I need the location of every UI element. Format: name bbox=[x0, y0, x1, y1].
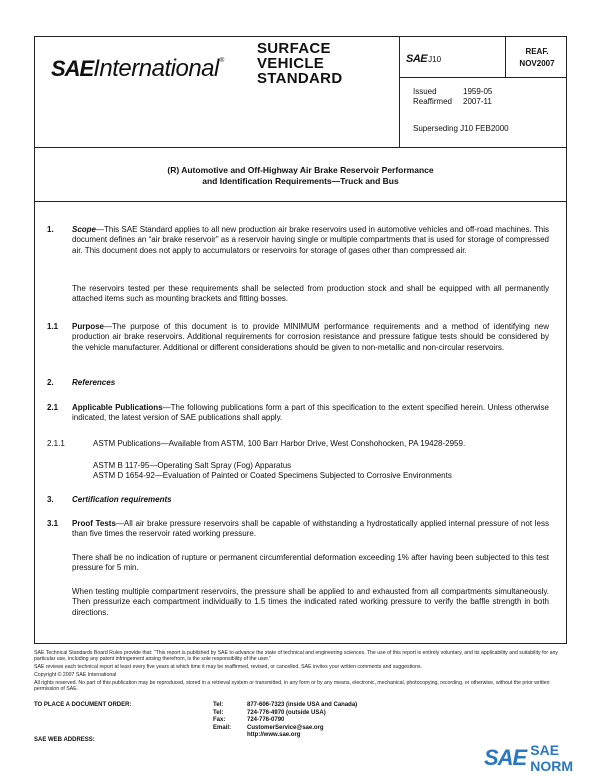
email-label: Email: bbox=[213, 724, 232, 731]
title-divider bbox=[35, 201, 566, 202]
applicable-publications-text: —The following publications form a part of this specification to the extent specified herein. Unless otherwise indicated, the latest version of SAE publications shall apply. bbox=[72, 403, 549, 423]
docnum-divider bbox=[399, 77, 566, 78]
tel-label: Tel: bbox=[213, 702, 224, 708]
rights-note: All rights reserved. No part of this publication may be reproduced, stored in a retrieval system or transmitted, in any form or by any means, electronic, mechanical, photocopying, recording, or otherwise, without the prior written permission of SAE. bbox=[34, 680, 550, 693]
certification-heading: Certification requirements bbox=[72, 495, 172, 504]
email-link[interactable]: CustomerService@sae.org bbox=[247, 724, 324, 731]
standard-type-line: STANDARD bbox=[257, 70, 343, 87]
order-label: TO PLACE A DOCUMENT ORDER: bbox=[34, 702, 132, 708]
contact-row bbox=[213, 725, 357, 733]
proof-tests-paragraph bbox=[72, 519, 549, 540]
scope-paragraph-2: The reservoirs tested per these requirements shall be selected from production stock and shall be equipped with all permanently attached items such as mounting brackets and fitting bosses. bbox=[72, 284, 549, 304]
proof-tests-text: —All air brake pressure reservoirs shall be capable of withstanding a hydrostatically applied internal pressure of not less than five times the reservoir rated working pressure. bbox=[72, 519, 549, 539]
contact-row bbox=[213, 702, 357, 710]
sae-norm-logo-mark: SAE bbox=[484, 745, 527, 770]
proof-tests-paragraph-3: When testing multiple compartment reservoirs, the pressure shall be applied to and exhausted from all compartments simultaneously. Then pressurize each compartment individually to 1.5 times the indicated rated working pressure to verify the baffle strength in both directions. bbox=[72, 587, 549, 617]
fax-label: Fax: bbox=[213, 717, 226, 724]
contact-row bbox=[213, 710, 357, 718]
review-note: SAE reviews each technical report at least every five years at which time it may be reaffirmed, revised, or cancelled. SAE invites your written comments and suggestions. bbox=[34, 664, 422, 670]
web-address-link[interactable]: http://www.sae.org bbox=[247, 732, 301, 739]
reference-item: ASTM B 117-95—Operating Salt Spray (Fog) Apparatus bbox=[93, 461, 292, 470]
reference-list bbox=[93, 461, 452, 482]
section-number: 2.1 bbox=[47, 403, 59, 412]
document-title-line: (R) Automotive and Off-Highway Air Brake Reservoir Performance bbox=[167, 165, 434, 175]
issued-label: Issued bbox=[413, 87, 437, 96]
tel-value: 724-776-4970 (outside USA) bbox=[247, 709, 326, 716]
reference-item: ASTM D 1654-92—Evaluation of Painted or Coated Specimens Subjected to Corrosive Environments bbox=[93, 471, 452, 481]
logo-sae: SAE bbox=[51, 56, 94, 81]
document-number bbox=[406, 53, 441, 65]
docnum-sae: SAE bbox=[406, 53, 428, 65]
contact-row bbox=[213, 717, 357, 725]
board-rules-note: SAE Technical Standards Board Rules provide that: “This report is published by SAE to advance the state of technical and engineering sciences. The use of this report is entirely voluntary, and its applicability and suitability for any particular use, including any patent infringement arising therefrom, is the sole responsibility of the user.” bbox=[34, 650, 558, 663]
purpose-paragraph bbox=[72, 322, 549, 353]
section-number: 2. bbox=[47, 378, 54, 387]
header-column-divider bbox=[399, 37, 400, 147]
tel-label: Tel: bbox=[213, 709, 224, 716]
standard-type-line: SURFACE bbox=[257, 40, 331, 57]
purpose-text: —The purpose of this document is to provide MINIMUM performance requirements and a method of identifying new production air brake reservoirs. Additional requirements for corrosion resistance and pressure fatigue tests should be considered by the vehicle manufacturer. Additional or different considerations should be given to non-metallic and non-circular reservoirs. bbox=[72, 322, 549, 352]
document-title bbox=[35, 165, 566, 187]
tel-value: 877-606-7323 (inside USA and Canada) bbox=[247, 702, 358, 708]
logo-international: International bbox=[93, 55, 219, 82]
standard-type bbox=[257, 41, 342, 86]
reaf-column-divider bbox=[505, 37, 506, 77]
scope-paragraph bbox=[72, 225, 549, 256]
standard-type-line: VEHICLE bbox=[257, 55, 325, 72]
reaffirmed-label: Reaffirmed bbox=[413, 97, 452, 106]
proof-tests-paragraph-2: There shall be no indication of rupture or permanent circumferential deformation exceeding 1% after having been subjected to this test pressure for 5 min. bbox=[72, 553, 549, 573]
sae-international-logo bbox=[51, 55, 224, 85]
header-divider bbox=[35, 147, 566, 148]
reaf-label: REAF. bbox=[525, 47, 549, 56]
contact-row bbox=[213, 732, 357, 740]
standard-frame bbox=[34, 36, 567, 644]
astm-publications-paragraph: ASTM Publications—Available from ASTM, 100 Barr Harbor Drive, West Conshohocken, PA 19428-2959. bbox=[93, 439, 466, 448]
section-number: 3.1 bbox=[47, 519, 59, 528]
reaffirmation-badge bbox=[507, 46, 567, 70]
section-number: 2.1.1 bbox=[47, 439, 65, 448]
section-number: 3. bbox=[47, 495, 54, 504]
issue-dates bbox=[413, 87, 492, 107]
reaffirmed-row bbox=[413, 97, 492, 107]
references-heading: References bbox=[72, 378, 116, 387]
fax-value: 724-776-0790 bbox=[247, 717, 285, 724]
docnum-value: J10 bbox=[428, 55, 442, 64]
superseding-note: Superseding J10 FEB2000 bbox=[413, 124, 509, 133]
web-address-label: SAE WEB ADDRESS: bbox=[34, 737, 95, 743]
section-number: 1.1 bbox=[47, 322, 59, 331]
sae-norm-watermark bbox=[484, 742, 600, 774]
scope-heading: Scope bbox=[72, 225, 97, 234]
logo-trademark: ® bbox=[219, 58, 225, 64]
applicable-publications-heading: Applicable Publications bbox=[72, 403, 163, 412]
issued-value: 1959-05 bbox=[463, 87, 493, 96]
copyright-note: Copyright © 2007 SAE International bbox=[34, 672, 117, 678]
applicable-publications-paragraph bbox=[72, 403, 549, 424]
purpose-heading: Purpose bbox=[72, 322, 105, 331]
reaffirmed-value: 2007-11 bbox=[463, 97, 492, 106]
scope-text: —This SAE Standard applies to all new production air brake reservoirs used in automotive vehicles and off-road machines. This document defines an “air brake reservoir” as a reservoir having single or multiple compartments that is used for storage of compressed air. This document does not apply to accumulators or reservoirs for storage of gases other than compressed air. bbox=[72, 225, 549, 255]
issued-row bbox=[413, 87, 492, 97]
document-title-line: and Identification Requirements—Truck and Bus bbox=[202, 176, 399, 186]
reaf-date: NOV2007 bbox=[519, 59, 555, 68]
sae-norm-logo-text: SAE NORM bbox=[530, 742, 574, 774]
section-number: 1. bbox=[47, 225, 54, 234]
proof-tests-heading: Proof Tests bbox=[72, 519, 116, 528]
contact-info bbox=[213, 702, 357, 740]
